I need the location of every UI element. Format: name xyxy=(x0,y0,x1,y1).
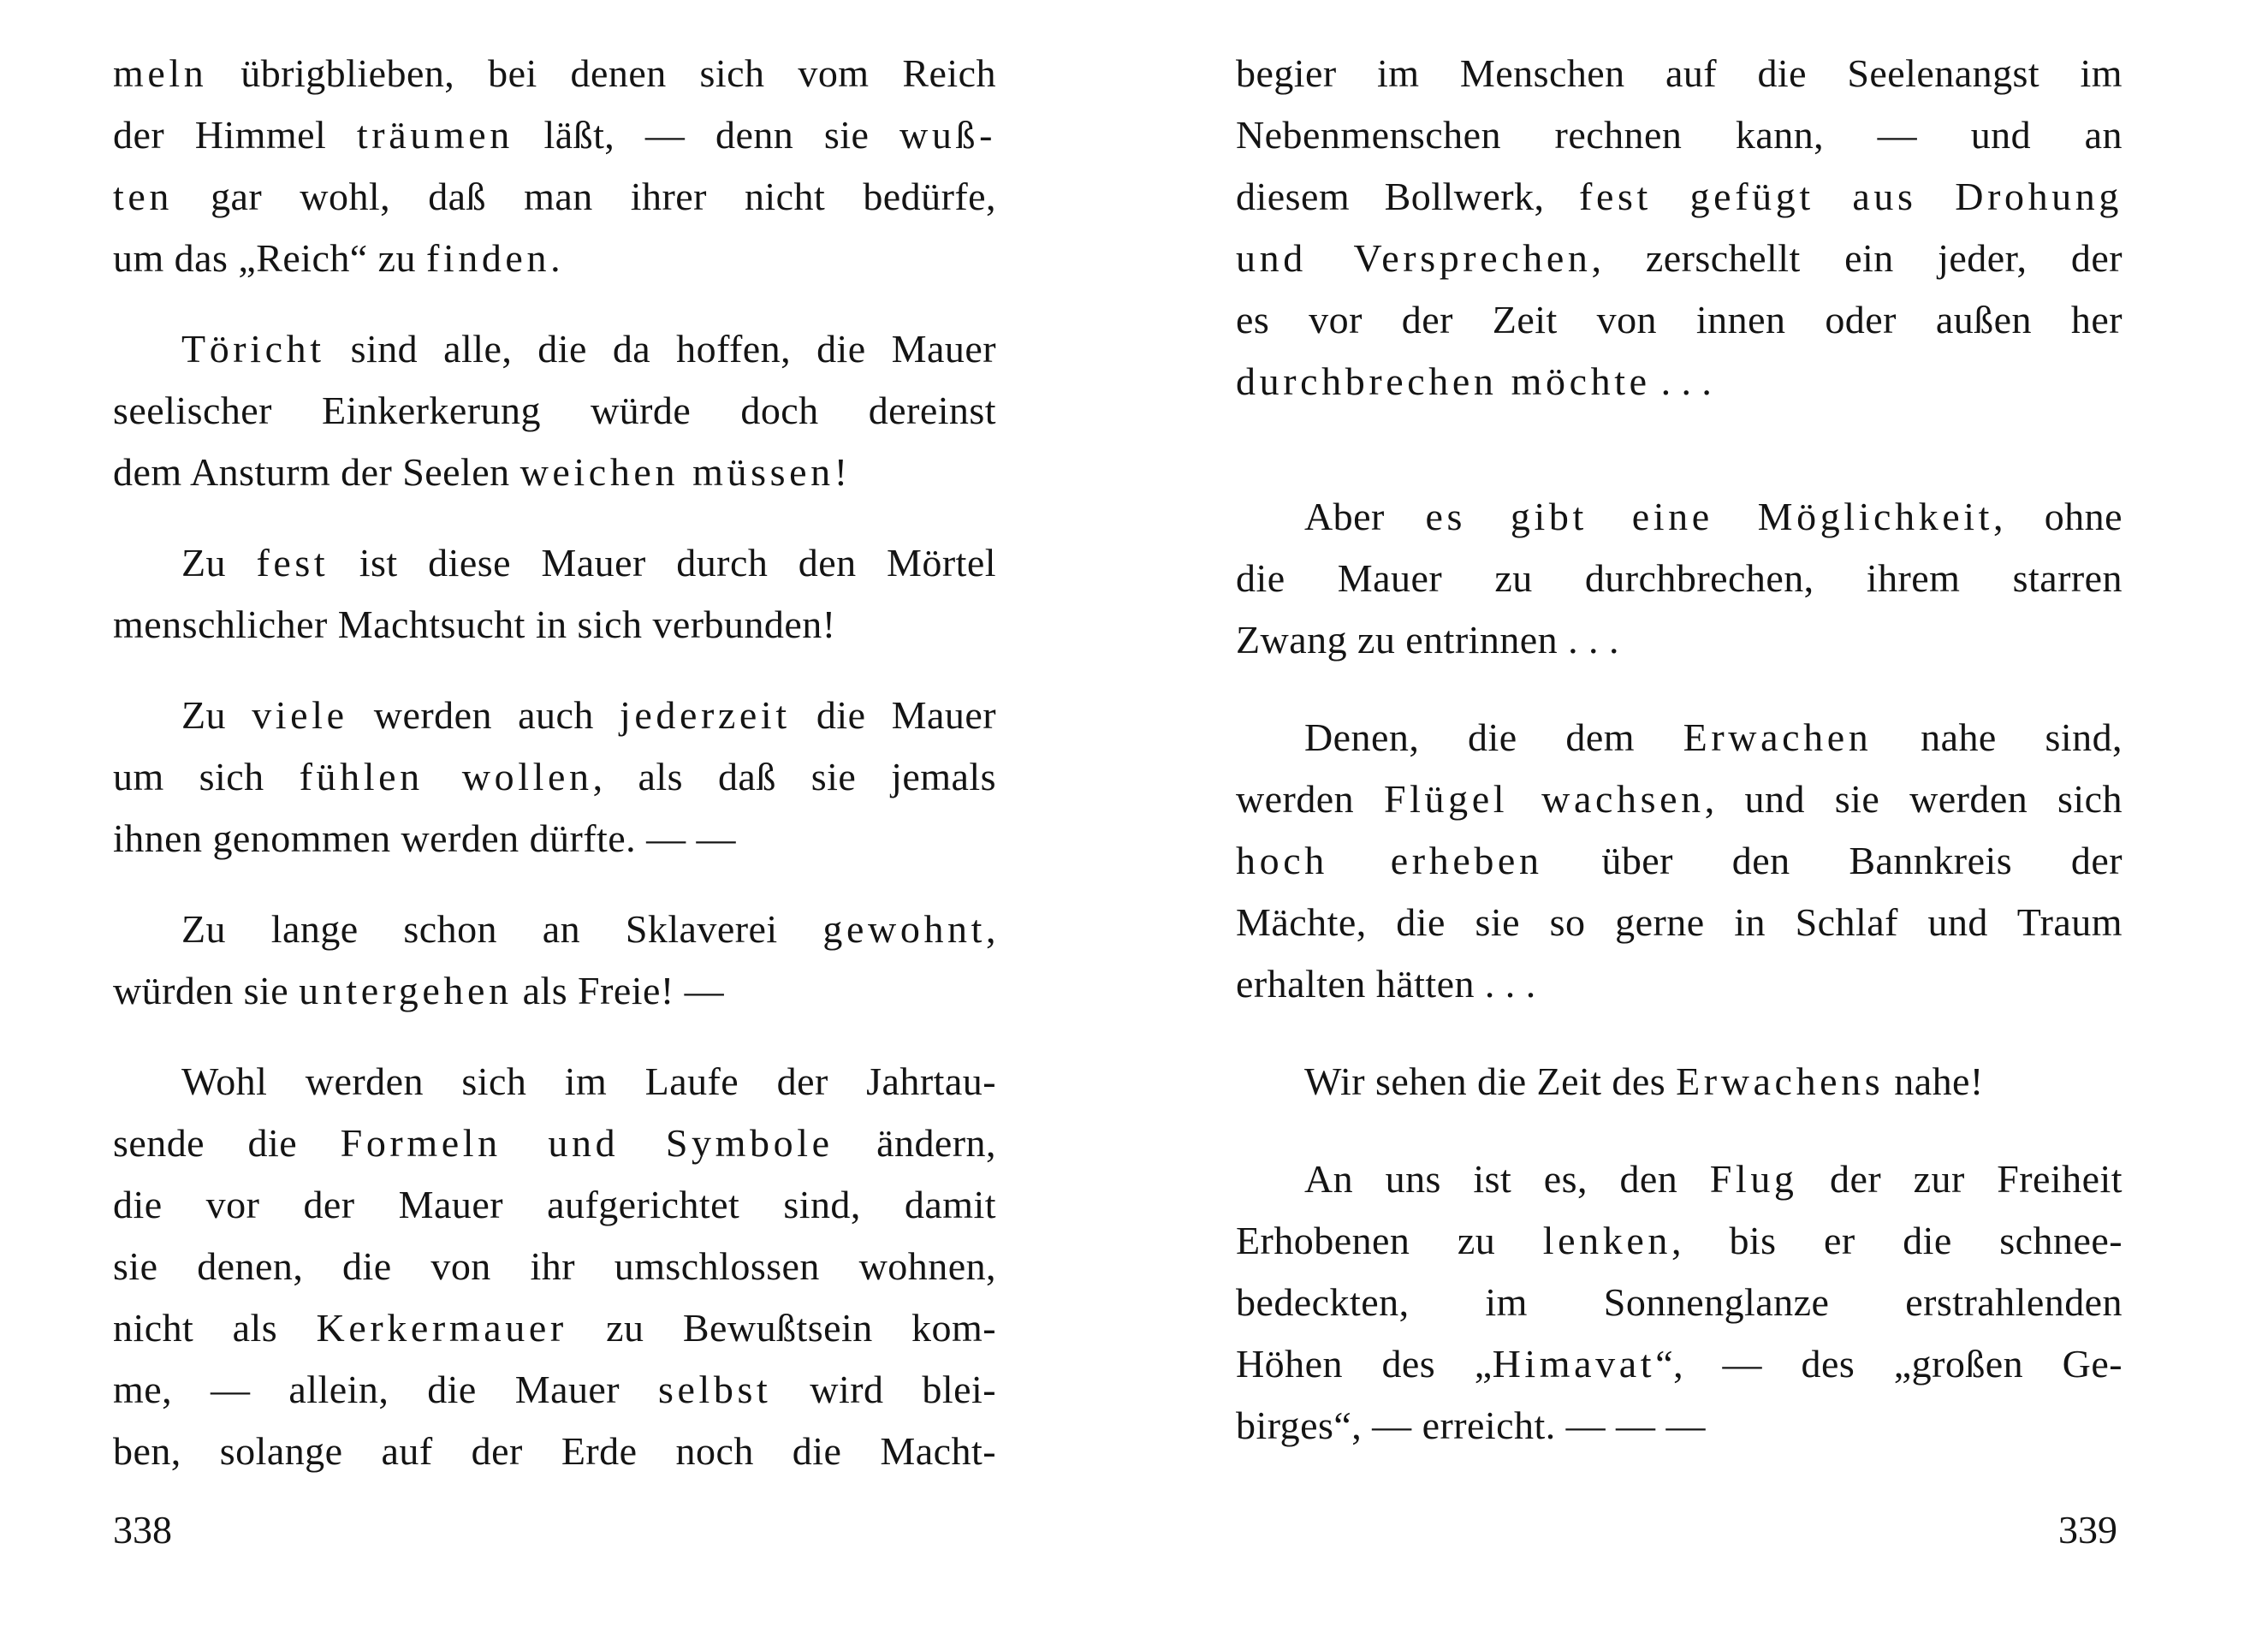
paragraph xyxy=(113,1051,996,1482)
text-segment: der zur Freiheit xyxy=(1797,1157,2123,1201)
emphasized-text: finden xyxy=(425,236,551,280)
text-segment: ben, solange auf der Erde noch die Macht- xyxy=(113,1429,996,1473)
text-line xyxy=(1236,104,2123,166)
emphasized-text: und Versprechen xyxy=(1236,236,1592,280)
text-segment: “, — des „großen Ge- xyxy=(1655,1342,2123,1386)
text-line xyxy=(1236,1333,2123,1395)
text-segment: , als daß sie jemals xyxy=(592,755,997,798)
text-segment: über den Bannkreis der xyxy=(1542,839,2123,882)
emphasized-text: untergehen xyxy=(299,969,513,1012)
text-segment: erhalten hätten . . . xyxy=(1236,962,1536,1006)
text-segment: nicht als xyxy=(113,1306,317,1350)
text-line xyxy=(113,380,996,442)
text-segment: diesem Bollwerk, xyxy=(1236,175,1580,218)
text-line xyxy=(113,1174,996,1236)
emphasized-text: fest gefügt aus Drohung xyxy=(1579,175,2123,218)
text-segment: . xyxy=(550,236,561,280)
text-line xyxy=(113,532,996,594)
text-line xyxy=(113,960,996,1022)
text-line xyxy=(1236,289,2123,351)
paragraph xyxy=(113,899,996,1022)
text-segment: ändern, xyxy=(833,1121,996,1165)
emphasized-text: ten xyxy=(113,175,173,218)
text-segment: seelischer Einkerkerung würde doch dereinst xyxy=(113,389,996,432)
text-line xyxy=(113,166,996,228)
emphasized-text: hoch erheben xyxy=(1236,839,1543,882)
text-line xyxy=(113,1421,996,1482)
text-segment: die Mauer zu durchbrechen, ihrem starren xyxy=(1236,556,2123,600)
text-segment: dem Ansturm der Seelen xyxy=(113,450,520,494)
text-segment: Wohl werden sich im Laufe der Jahrtau- xyxy=(181,1059,996,1103)
paragraph xyxy=(1236,1051,2123,1113)
text-segment: würden sie xyxy=(113,969,300,1012)
paragraph xyxy=(113,43,996,289)
emphasized-text: fest xyxy=(256,541,330,585)
paragraph xyxy=(1236,707,2123,1015)
text-line xyxy=(113,318,996,380)
text-line xyxy=(1236,548,2123,609)
emphasized-text: Erwachen xyxy=(1683,715,1873,759)
text-line xyxy=(113,685,996,746)
text-segment: zu Bewußtsein kom- xyxy=(567,1306,996,1350)
text-segment: ist diese Mauer durch den Mörtel xyxy=(329,541,996,585)
emphasized-text: weichen müssen xyxy=(520,450,834,494)
text-line xyxy=(1236,1148,2123,1210)
text-segment: Zwang zu entrinnen . . . xyxy=(1236,618,1619,662)
text-line xyxy=(1236,1210,2123,1272)
text-segment: ihnen genommen werden dürfte. — — xyxy=(113,816,736,860)
text-segment: ! xyxy=(834,450,848,494)
text-segment: als Freie! — xyxy=(512,969,725,1012)
page-number-left: 338 xyxy=(113,1508,172,1552)
paragraph xyxy=(1236,486,2123,671)
text-segment: , und sie werden sich xyxy=(1704,777,2123,821)
paragraph xyxy=(1236,1148,2123,1457)
text-line xyxy=(113,594,996,656)
paragraph xyxy=(113,685,996,869)
text-segment: . . . xyxy=(1650,359,1713,403)
text-line xyxy=(113,1297,996,1359)
emphasized-text: fühlen wollen xyxy=(299,755,593,798)
emphasized-text: Himavat xyxy=(1492,1342,1656,1386)
emphasized-text: gewohnt xyxy=(822,907,987,951)
text-line xyxy=(1236,953,2123,1015)
emphasized-text: viele xyxy=(252,693,348,737)
text-segment: nahe sind, xyxy=(1872,715,2123,759)
emphasized-text: Formeln und Symbole xyxy=(340,1121,834,1165)
text-line xyxy=(1236,43,2123,104)
emphasized-text: Flügel wachsen xyxy=(1383,777,1705,821)
text-segment: bedeckten, im Sonnenglanze erstrahlenden xyxy=(1236,1280,2123,1324)
emphasized-text: meln xyxy=(113,51,208,95)
text-line xyxy=(1236,1272,2123,1333)
text-line xyxy=(1236,486,2123,548)
emphasized-text: wuß- xyxy=(899,113,996,157)
text-segment: sind alle, die da hoffen, die Mauer xyxy=(324,327,996,371)
text-line xyxy=(1236,1051,2123,1113)
text-line xyxy=(113,1359,996,1421)
text-segment: Nebenmenschen rechnen kann, — und an xyxy=(1236,113,2123,157)
text-segment: Mächte, die sie so gerne in Schlaf und Traum xyxy=(1236,900,2123,944)
text-segment: läßt, — denn sie xyxy=(513,113,900,157)
text-segment: um sich xyxy=(113,755,300,798)
emphasized-text: Erwachens xyxy=(1676,1059,1885,1103)
text-segment: Zu xyxy=(181,693,252,737)
paragraph xyxy=(113,318,996,503)
text-line xyxy=(1236,1395,2123,1457)
text-segment: Zu xyxy=(181,541,257,585)
text-segment: Wir sehen die Zeit des xyxy=(1304,1059,1677,1103)
text-line xyxy=(1236,166,2123,228)
text-segment: An uns ist es, den xyxy=(1304,1157,1710,1201)
text-segment: gar wohl, daß man ihrer nicht bedürfe, xyxy=(173,175,996,218)
text-line xyxy=(1236,830,2123,892)
text-line xyxy=(113,43,996,104)
text-segment: die vor der Mauer aufgerichtet sind, damit xyxy=(113,1183,996,1226)
text-line xyxy=(113,1113,996,1174)
text-segment: begier im Menschen auf die Seelenangst im xyxy=(1236,51,2123,95)
page-right-text-block xyxy=(1236,0,2123,1457)
text-segment: um das „Reich“ zu xyxy=(113,236,426,280)
emphasized-text: Kerkermauer xyxy=(316,1306,567,1350)
text-segment: übrigblieben, bei denen sich vom Reich xyxy=(207,51,996,95)
text-segment: menschlicher Machtsucht in sich verbunden! xyxy=(113,602,836,646)
text-line xyxy=(1236,892,2123,953)
text-line xyxy=(113,104,996,166)
page-number-right: 339 xyxy=(2058,1508,2117,1552)
text-segment: , bis er die schnee- xyxy=(1671,1219,2123,1262)
text-segment: , xyxy=(986,907,996,951)
text-line xyxy=(1236,228,2123,289)
text-segment: Denen, die dem xyxy=(1304,715,1683,759)
text-line xyxy=(1236,768,2123,830)
text-line xyxy=(113,442,996,503)
text-line xyxy=(113,1236,996,1297)
page-left xyxy=(113,0,996,1626)
text-segment: die Mauer xyxy=(790,693,996,737)
text-segment: der Himmel xyxy=(113,113,357,157)
text-line xyxy=(113,1051,996,1113)
text-segment: Zu lange schon an Sklaverei xyxy=(181,907,823,951)
emphasized-text: lenken xyxy=(1542,1219,1671,1262)
text-segment: Aber xyxy=(1304,495,1426,538)
emphasized-text: Töricht xyxy=(181,327,325,371)
text-segment: nahe! xyxy=(1884,1059,1984,1103)
page-left-text-block xyxy=(113,0,996,1482)
text-line xyxy=(1236,609,2123,671)
text-segment: sende die xyxy=(113,1121,341,1165)
text-segment: Erhobenen zu xyxy=(1236,1219,1543,1262)
paragraph xyxy=(113,532,996,656)
text-segment: , ohne xyxy=(1993,495,2123,538)
emphasized-text: durchbrechen möchte xyxy=(1236,359,1651,403)
text-line xyxy=(113,228,996,289)
text-segment: wird blei- xyxy=(771,1368,996,1411)
text-segment: , zerschellt ein jeder, der xyxy=(1591,236,2123,280)
text-line xyxy=(113,899,996,960)
text-segment: me, — allein, die Mauer xyxy=(113,1368,658,1411)
text-segment: werden auch xyxy=(347,693,620,737)
text-segment: es vor der Zeit von innen oder außen her xyxy=(1236,298,2123,341)
text-segment: sie denen, die von ihr umschlossen wohnen, xyxy=(113,1244,996,1288)
page-right xyxy=(1236,0,2123,1626)
paragraph xyxy=(1236,43,2123,412)
emphasized-text: Flug xyxy=(1709,1157,1798,1201)
emphasized-text: selbst xyxy=(657,1368,772,1411)
emphasized-text: es gibt eine Möglichkeit xyxy=(1425,495,1994,538)
emphasized-text: jederzeit xyxy=(619,693,791,737)
text-line xyxy=(113,808,996,869)
text-line xyxy=(1236,707,2123,768)
text-segment: Höhen des „ xyxy=(1236,1342,1493,1386)
emphasized-text: träumen xyxy=(356,113,514,157)
text-segment: birges“, — erreicht. — — — xyxy=(1236,1403,1706,1447)
text-line xyxy=(113,746,996,808)
text-segment: werden xyxy=(1236,777,1384,821)
text-line xyxy=(1236,351,2123,412)
